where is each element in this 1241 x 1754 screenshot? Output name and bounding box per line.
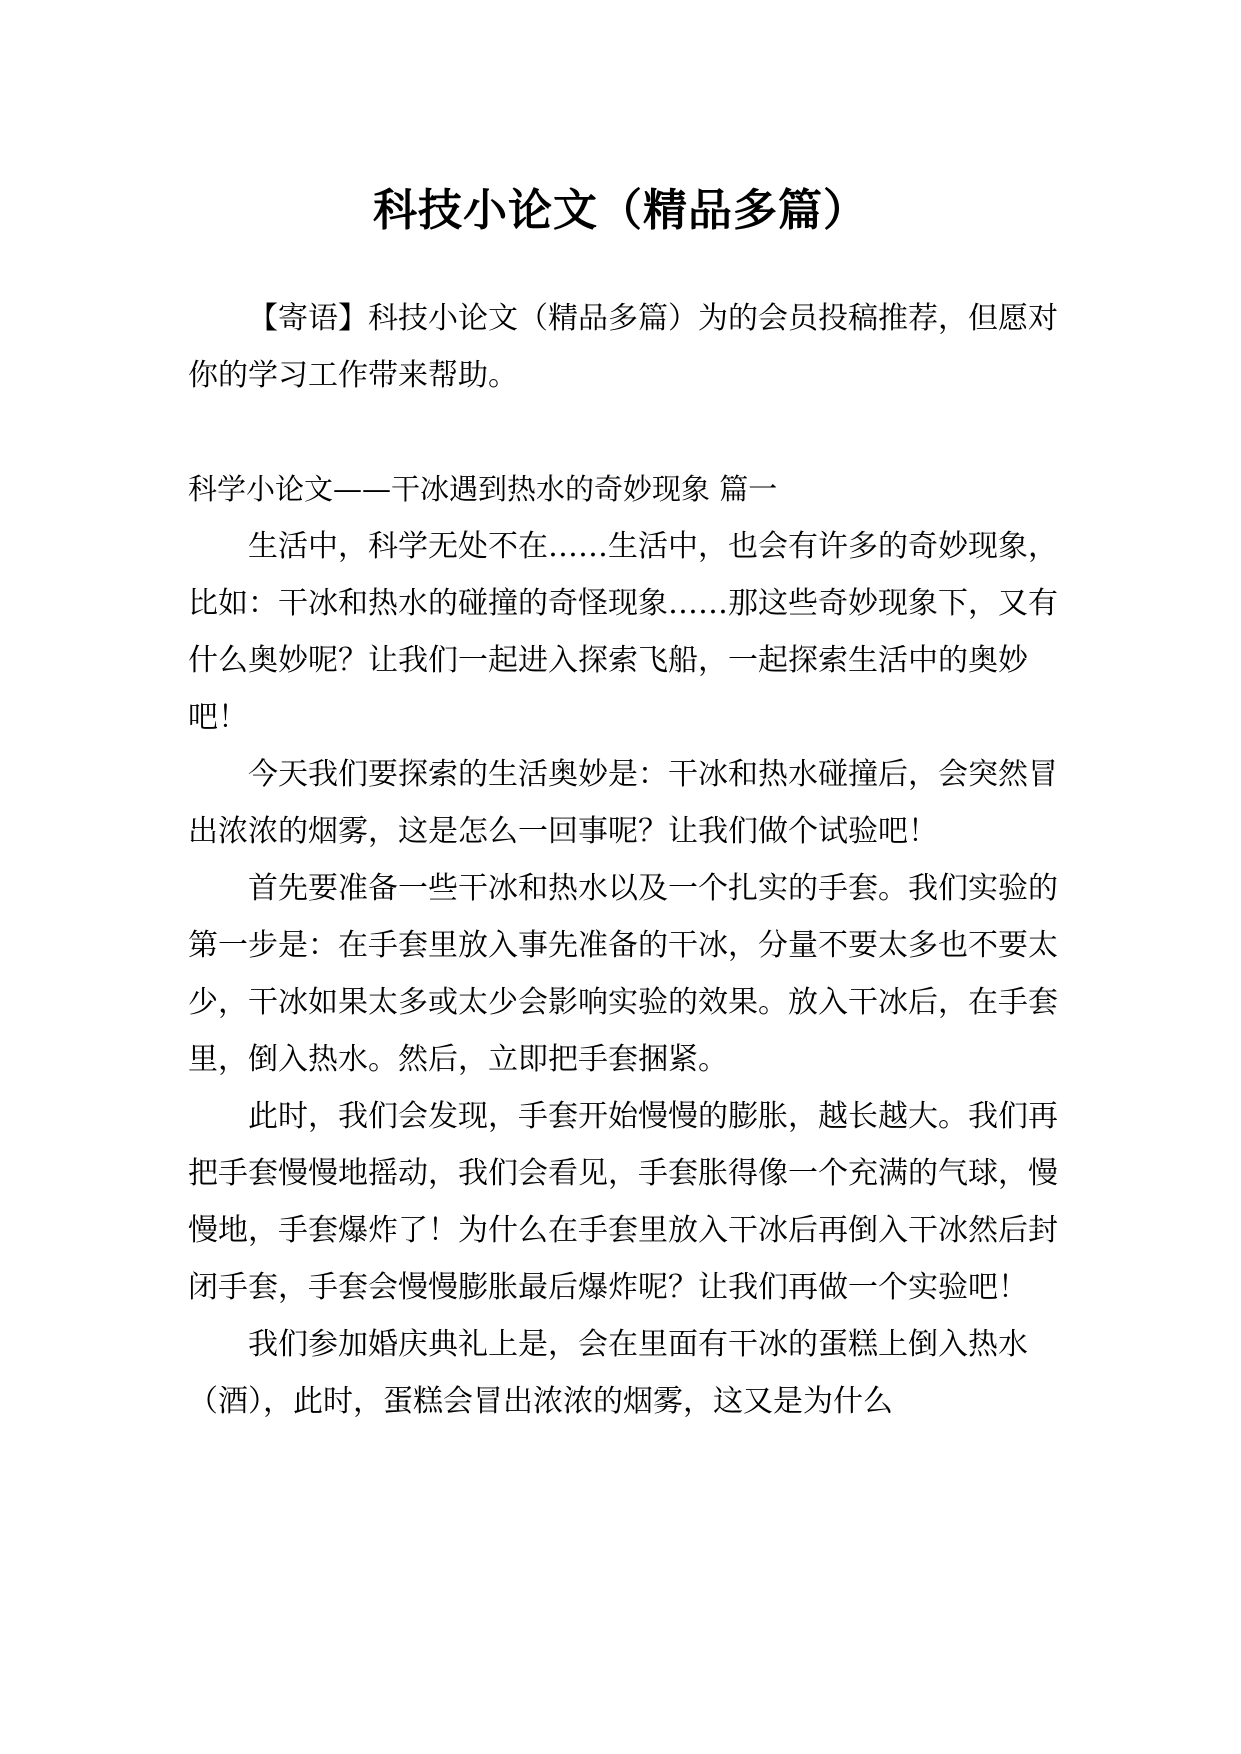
body-paragraph: 今天我们要探索的生活奥妙是：干冰和热水碰撞后，会突然冒出浓浓的烟雾，这是怎么一回事呢？让我们做个试验吧！ [188,757,1058,849]
body-paragraph: 首先要准备一些干冰和热水以及一个扎实的手套。我们实验的第一步是：在手套里放入事先准备的干冰，分量不要太多也不要太少，干冰如果太多或太少会影响实验的效果。放入干冰后，在手套里，倒入热水。然后，立即把手套捆紧。 [188,871,1058,1077]
section-heading: 科学小论文——干冰遇到热水的奇妙现象 篇一 [188,472,778,506]
document-body [188,290,1058,1430]
body-paragraph: 我们参加婚庆典礼上是，会在里面有干冰的蛋糕上倒入热水（酒），此时，蛋糕会冒出浓浓的烟雾，这又是为什么 [188,1327,1028,1419]
page-title: 科技小论文（精品多篇） [373,185,868,237]
body-paragraph: 此时，我们会发现，手套开始慢慢的膨胀，越长越大。我们再把手套慢慢地摇动，我们会看见，手套胀得像一个充满的气球，慢慢地，手套爆炸了！为什么在手套里放入干冰后再倒入干冰然后封闭手套，手套会慢慢膨胀最后爆炸呢？让我们再做一个实验吧！ [188,1099,1058,1305]
intro-paragraph: 【寄语】科技小论文（精品多篇）为的会员投稿推荐，但愿对你的学习工作带来帮助。 [188,301,1058,393]
body-paragraph: 生活中，科学无处不在……生活中，也会有许多的奇妙现象，比如：干冰和热水的碰撞的奇怪现象……那这些奇妙现象下，又有什么奥妙呢？让我们一起进入探索飞船，一起探索生活中的奥妙吧！ [188,529,1058,735]
